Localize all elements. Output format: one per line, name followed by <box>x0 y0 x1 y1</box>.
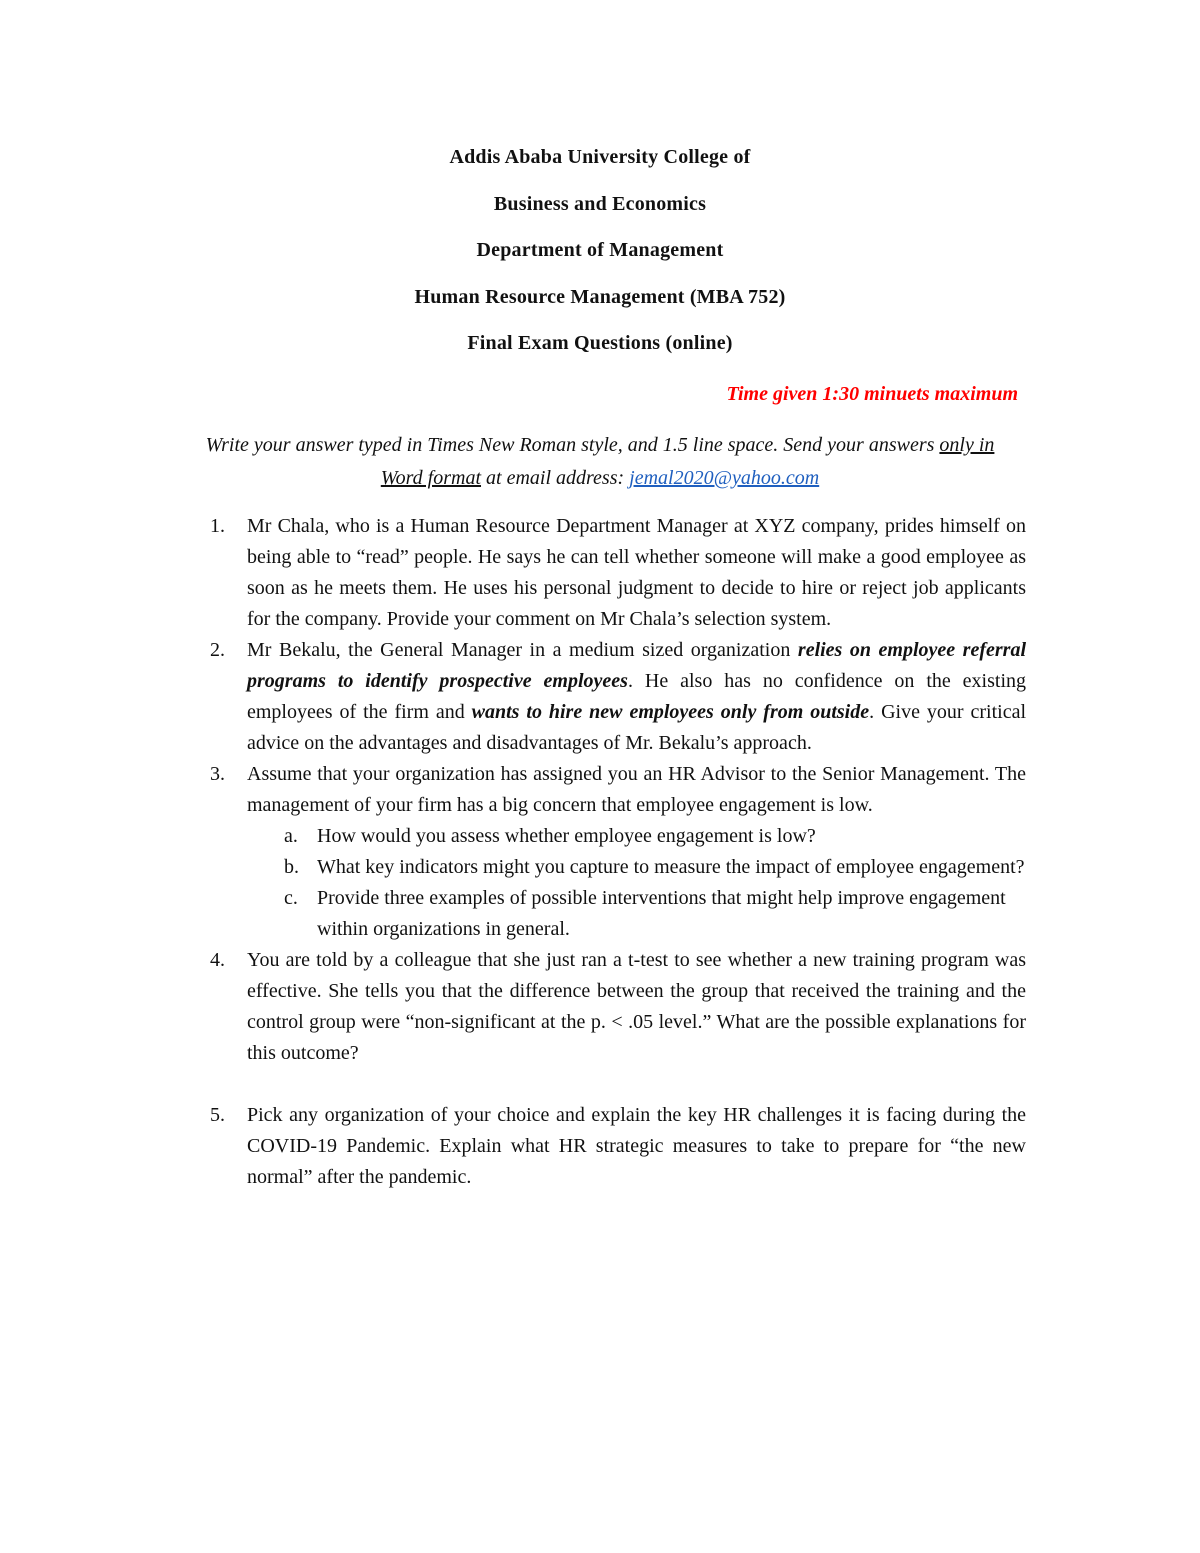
question-1 <box>210 511 1026 635</box>
department-name: Department of Management <box>476 239 724 261</box>
question-text: . Give your critical advice on the advantages and disadvantages of Mr. Bekalu’s approach. <box>247 701 1026 754</box>
question-number: 4. <box>210 949 225 971</box>
course-title: Human Resource Management (MBA 752) <box>414 285 786 308</box>
exam-title: Final Exam Questions (online) <box>467 332 733 354</box>
question-list <box>210 511 1026 1193</box>
question-5 <box>210 1100 1026 1193</box>
instructions-text: Write your answer typed in Times New Roman style, and 1.5 line space. Send your answers <box>205 434 940 456</box>
time-given-note: Time given 1:30 minuets maximum <box>726 383 1018 405</box>
instructions-email-label: at email address: <box>481 467 630 489</box>
answer-instructions <box>200 429 1000 495</box>
sub-question-letter: a. <box>284 825 298 847</box>
word-format-requirement: only in Word format <box>380 434 995 489</box>
sub-question-text: What key indicators might you capture to measure the impact of employee engagement? <box>317 856 1025 878</box>
question-text: Mr Chala, who is a Human Resource Department Manager at XYZ company, prides himself on being able to “read” people. He says he can tell whether someone will make a good employee as soon as he meets them. He uses his personal judgment to decide to hire or reject job applicants for the company. Provide your comment on Mr Chala’s selection system. <box>247 515 1026 630</box>
question-text: Mr Bekalu, the General Manager in a medium sized organization <box>247 639 798 661</box>
sub-question-b <box>247 852 1026 883</box>
sub-question-text: Provide three examples of possible interventions that might help improve engagement within organizations in general. <box>317 887 1006 940</box>
document-heading <box>0 140 1200 373</box>
emphasis-text: wants to hire new employees only from outside <box>471 701 870 723</box>
emphasis-text: relies on employee referral programs to identify prospective employees <box>247 639 1027 692</box>
sub-question-text: How would you assess whether employee engagement is low? <box>317 825 816 847</box>
question-text: Pick any organization of your choice and explain the key HR challenges it is facing during the COVID-19 Pandemic. Explain what HR strategic measures to take to prepare for “the new normal” after the pandemic. <box>247 1104 1026 1188</box>
question-number: 5. <box>210 1104 225 1126</box>
question-4 <box>210 945 1026 1069</box>
question-number: 2. <box>210 639 225 661</box>
question-number: 1. <box>210 515 225 537</box>
university-name: Addis Ababa University College of <box>449 146 751 168</box>
sub-question-c <box>247 883 1026 945</box>
question-text: . He also has no confidence on the existing employees of the firm and <box>247 670 1027 723</box>
sub-question-list <box>247 821 1026 945</box>
question-text: Assume that your organization has assigned you an HR Advisor to the Senior Management. The management of your firm has a big concern that employee engagement is low. <box>247 763 1026 816</box>
college-name: Business and Economics <box>493 192 707 215</box>
sub-question-letter: c. <box>284 887 298 909</box>
question-text: You are told by a colleague that she just ran a t-test to see whether a new training program was effective. She tells you that the difference between the group that received the training and the control group were “non-significant at the p. < .05 level.” What are the possible explanations for this outcome? <box>247 949 1026 1064</box>
sub-question-a <box>247 821 1026 852</box>
sub-question-letter: b. <box>284 856 299 878</box>
question-2 <box>210 635 1026 759</box>
email-link[interactable]: jemal2020@yahoo.com <box>629 467 820 489</box>
question-number: 3. <box>210 763 225 785</box>
question-3 <box>210 759 1026 945</box>
